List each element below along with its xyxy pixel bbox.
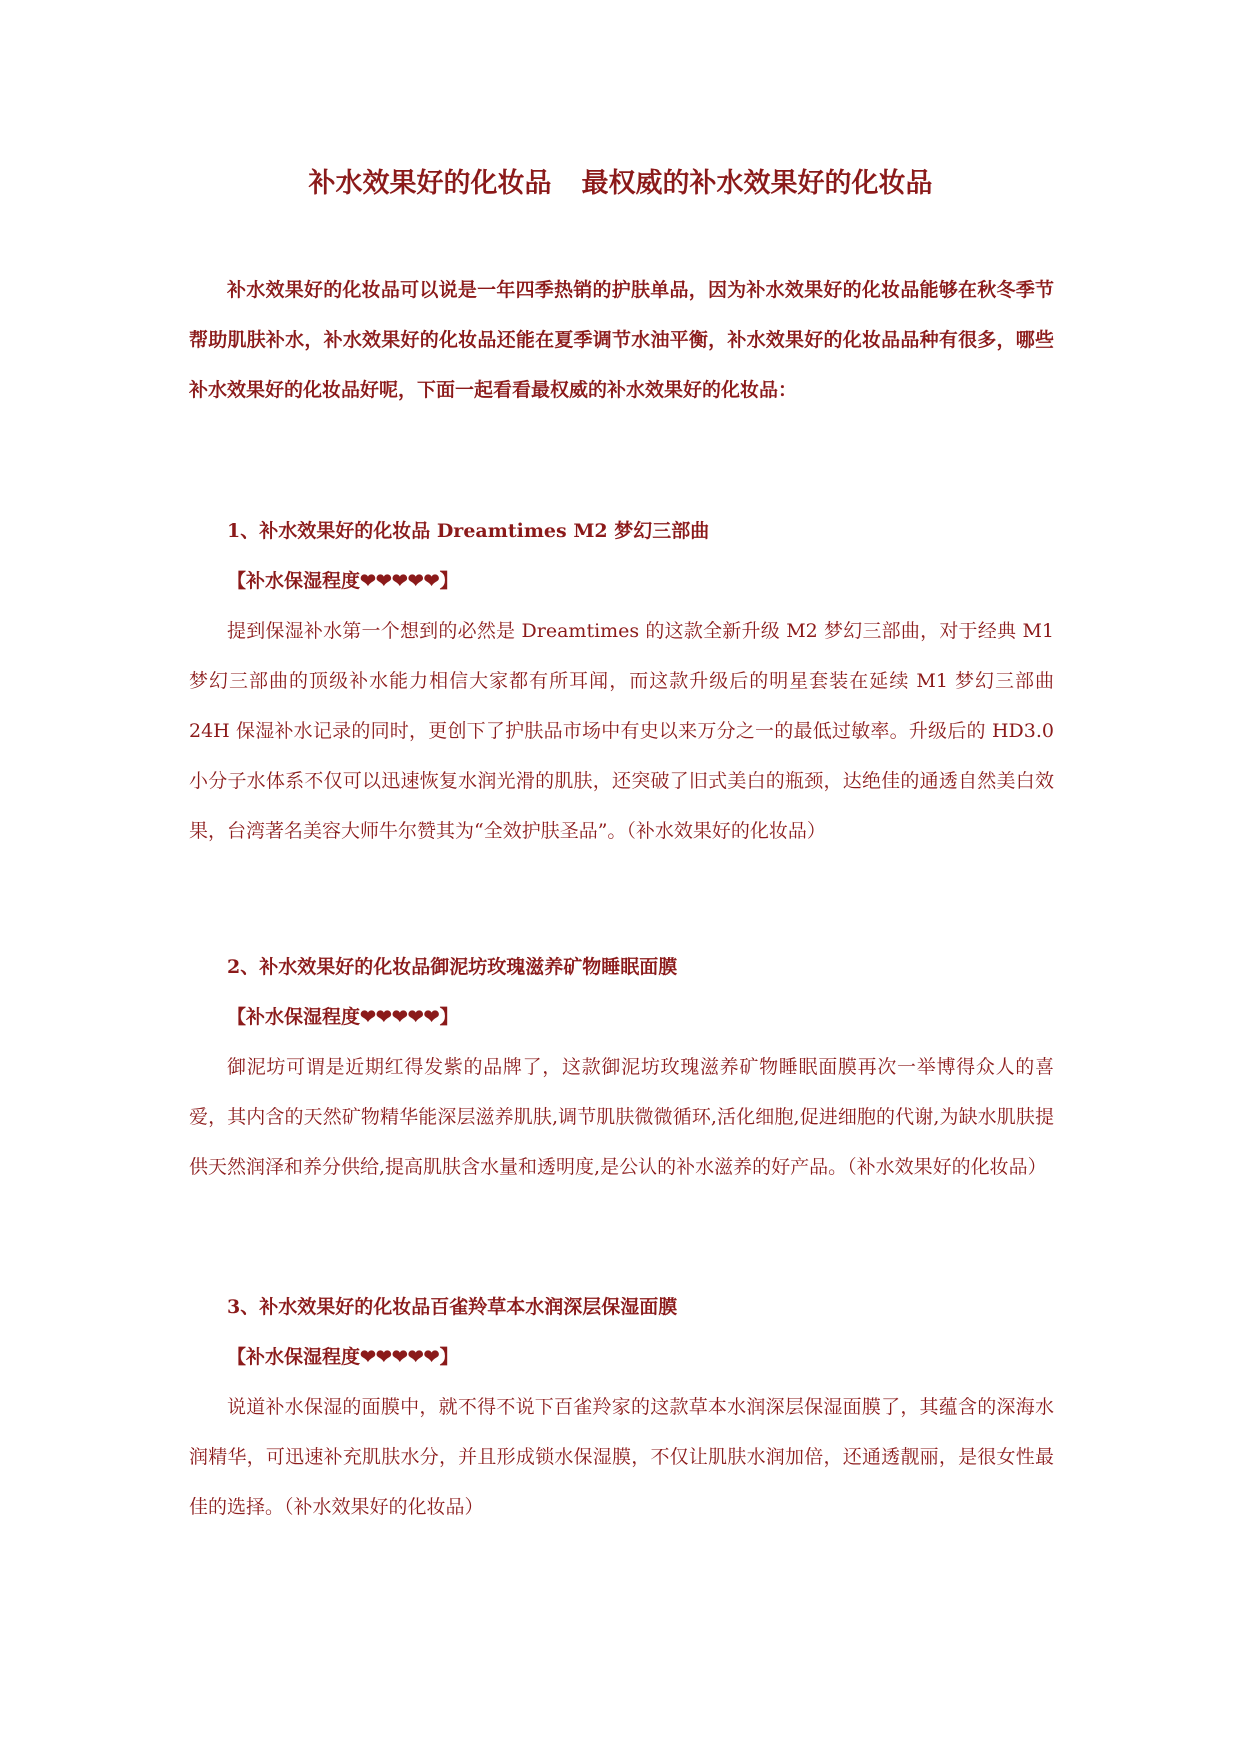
section-title: 2、补水效果好的化妆品御泥坊玫瑰滋养矿物睡眠面膜 (227, 956, 678, 978)
title-part-1: 补水效果好的化妆品 (308, 168, 552, 199)
section-rating: 【补水保湿程度❤❤❤❤❤】 (227, 1006, 459, 1028)
title-part-2: 最权威的补水效果好的化妆品 (581, 168, 933, 199)
section-body: 提到保湿补水第一个想到的必然是 Dreamtimes 的这款全新升级 M2 梦幻三部曲，对于经典 M1 梦幻三部曲的顶级补水能力相信大家都有所耳闻，而这款升级后的明星套装在延续 M1 梦幻三部曲 24H 保湿补水记录的同时，更创下了护肤品市场中有史以来万分之一的最低过敏率。升级后的 HD3.0 小分子水体系不仅可以迅速恢复水润光滑的肌肤，还突破了旧式美白的瓶颈，达绝佳的通透自然美白效果，台湾著名美容大师牛尔赞其为“全效护肤圣品”。（补水效果好的化妆品） (189, 620, 1054, 842)
section-rating: 【补水保湿程度❤❤❤❤❤】 (227, 570, 459, 592)
section-3 (189, 1282, 1054, 1532)
section-2 (189, 942, 1054, 1192)
section-1 (189, 506, 1054, 856)
section-title: 1、补水效果好的化妆品 Dreamtimes M2 梦幻三部曲 (227, 520, 710, 542)
intro-block (189, 265, 1054, 415)
page-title (0, 164, 1241, 204)
section-body: 御泥坊可谓是近期红得发紫的品牌了，这款御泥坊玫瑰滋养矿物睡眠面膜再次一举博得众人的喜爱，其内含的天然矿物精华能深层滋养肌肤,调节肌肤微微循环,活化细胞,促进细胞的代谢,为缺水肌肤提供天然润泽和养分供给,提高肌肤含水量和透明度,是公认的补水滋养的好产品。（补水效果好的化妆品） (189, 1056, 1054, 1178)
section-body: 说道补水保湿的面膜中，就不得不说下百雀羚家的这款草本水润深层保湿面膜了，其蕴含的深海水润精华，可迅速补充肌肤水分，并且形成锁水保湿膜，不仅让肌肤水润加倍，还通透靓丽，是很女性最佳的选择。（补水效果好的化妆品） (189, 1396, 1054, 1518)
section-title: 3、补水效果好的化妆品百雀羚草本水润深层保湿面膜 (227, 1296, 678, 1318)
intro-paragraph: 补水效果好的化妆品可以说是一年四季热销的护肤单品，因为补水效果好的化妆品能够在秋冬季节帮助肌肤补水，补水效果好的化妆品还能在夏季调节水油平衡，补水效果好的化妆品品种有很多，哪些补水效果好的化妆品好呢，下面一起看看最权威的补水效果好的化妆品： (189, 279, 1054, 401)
section-rating: 【补水保湿程度❤❤❤❤❤】 (227, 1346, 459, 1368)
